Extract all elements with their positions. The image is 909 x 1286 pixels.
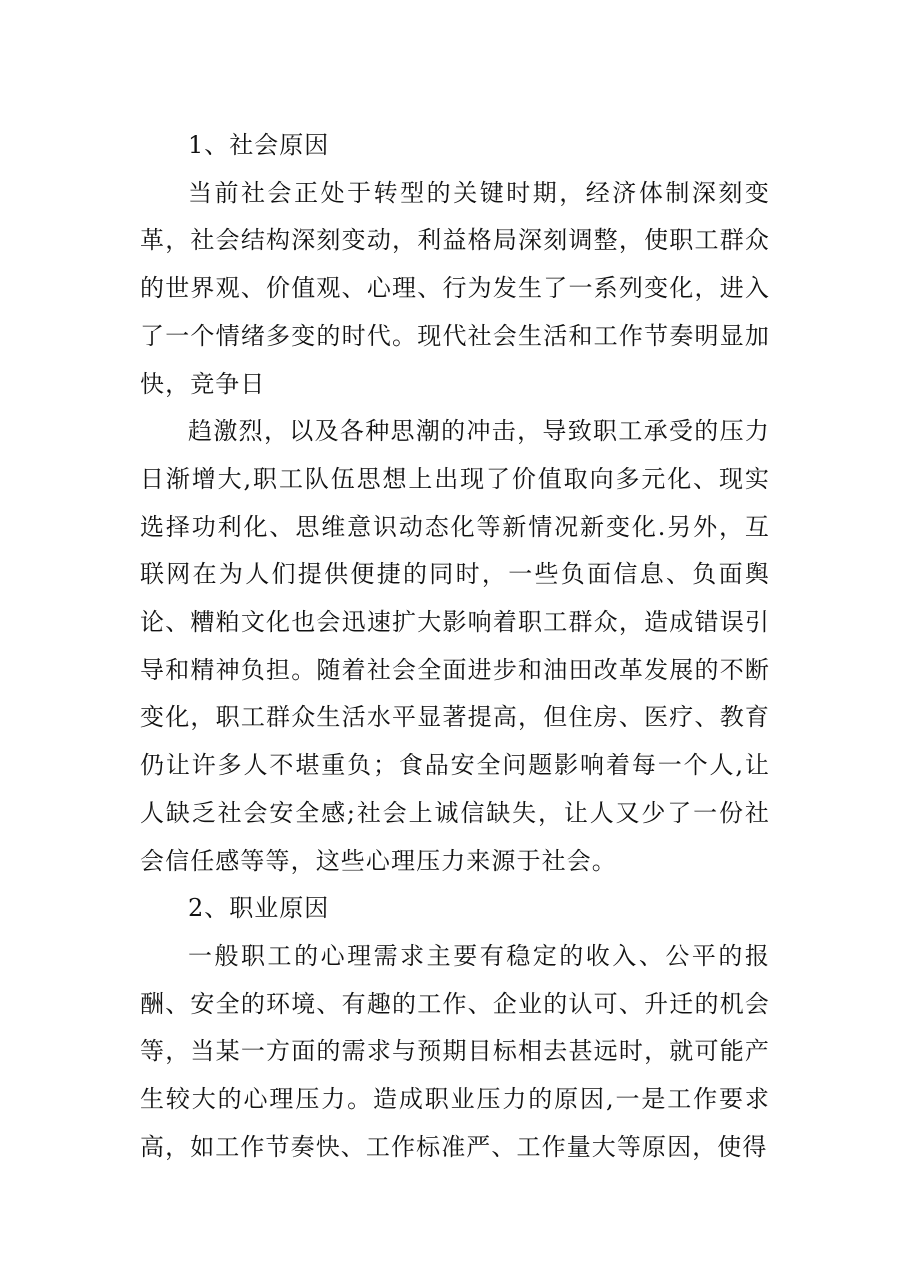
paragraph-occupational-needs: 一般职工的心理需求主要有稳定的收入、公平的报酬、安全的环境、有趣的工作、企业的认可、升迁的机会等，当某一方面的需求与预期目标相去甚远时，就可能产生较大的心理压力。造成职业压力的原因,一是工作要求高，如工作节奏快、工作标准严、工作量大等原因，使得 bbox=[140, 941, 770, 1161]
section-heading-social-causes: 1、社会原因 bbox=[188, 131, 330, 159]
section-heading-occupational-causes: 2、职业原因 bbox=[188, 894, 330, 923]
paragraph-social-transition: 当前社会正处于转型的关键时期，经济体制深刻变革，社会结构深刻变动，利益格局深刻调整，使职工群众的世界观、价值观、心理、行为发生了一系列变化，进入了一个情绪多变的时代。现代社会生活和工作节奏明显加快，竞争日 bbox=[140, 178, 770, 398]
paragraph-social-pressure: 趋激烈，以及各种思潮的冲击，导致职工承受的压力日渐增大,职工队伍思想上出现了价值取向多元化、现实选择功利化、思维意识动态化等新情况新变化.另外，互联网在为人们提供便捷的同时，一些负面信息、负面舆论、糟粕文化也会迅速扩大影响着职工群众，造成错误引导和精神负担。随着社会全面进步和油田改革发展的不断变化，职工群众生活水平显著提高，但住房、医疗、教育仍让许多人不堪重负；食品安全问题影响着每一个人,让人缺乏社会安全感;社会上诚信缺失，让人又少了一份社会信任感等等，这些心理压力来源于社会。 bbox=[140, 417, 770, 875]
document-body bbox=[140, 122, 770, 1171]
